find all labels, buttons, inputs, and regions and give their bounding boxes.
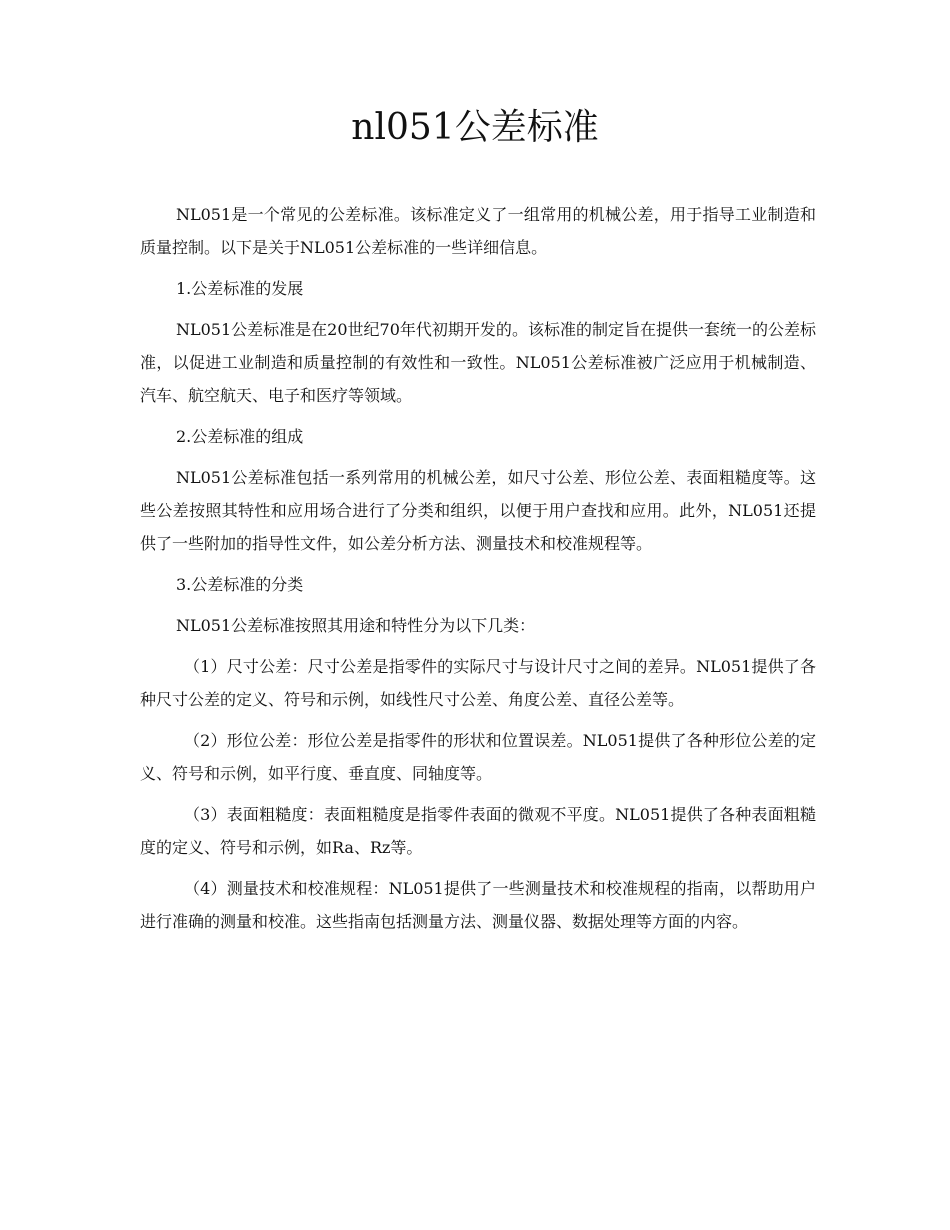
document-title: nl051公差标准 <box>351 107 599 148</box>
classification-item-dimensional: （1）尺寸公差：尺寸公差是指零件的实际尺寸与设计尺寸之间的差异。NL051提供了各种尺寸公差的定义、符号和示例，如线性尺寸公差、角度公差、直径公差等。 <box>140 657 816 709</box>
composition-paragraph: NL051公差标准包括一系列常用的机械公差，如尺寸公差、形位公差、表面粗糙度等。这些公差按照其特性和应用场合进行了分类和组织，以便于用户查找和应用。此外，NL051还提供了一些附加的指导性文件，如公差分析方法、测量技术和校准规程等。 <box>140 468 816 553</box>
classification-item-measurement: （4）测量技术和校准规程：NL051提供了一些测量技术和校准规程的指南，以帮助用户进行准确的测量和校准。这些指南包括测量方法、测量仪器、数据处理等方面的内容。 <box>140 879 816 931</box>
classification-intro-paragraph: NL051公差标准按照其用途和特性分为以下几类： <box>176 616 536 635</box>
section-heading-development: 1.公差标准的发展 <box>176 279 304 298</box>
document-body <box>140 198 816 946</box>
intro-paragraph: NL051是一个常见的公差标准。该标准定义了一组常用的机械公差，用于指导工业制造和质量控制。以下是关于NL051公差标准的一些详细信息。 <box>140 205 816 257</box>
development-paragraph: NL051公差标准是在20世纪70年代初期开发的。该标准的制定旨在提供一套统一的公差标准，以促进工业制造和质量控制的有效性和一致性。NL051公差标准被广泛应用于机械制造、汽车、航空航天、电子和医疗等领域。 <box>140 320 816 405</box>
section-heading-composition: 2.公差标准的组成 <box>176 427 304 446</box>
section-heading-classification: 3.公差标准的分类 <box>176 575 304 594</box>
classification-item-surface-roughness: （3）表面粗糙度：表面粗糙度是指零件表面的微观不平度。NL051提供了各种表面粗糙度的定义、符号和示例，如Ra、Rz等。 <box>140 805 816 857</box>
classification-item-geometric: （2）形位公差：形位公差是指零件的形状和位置误差。NL051提供了各种形位公差的定义、符号和示例，如平行度、垂直度、同轴度等。 <box>140 731 816 783</box>
